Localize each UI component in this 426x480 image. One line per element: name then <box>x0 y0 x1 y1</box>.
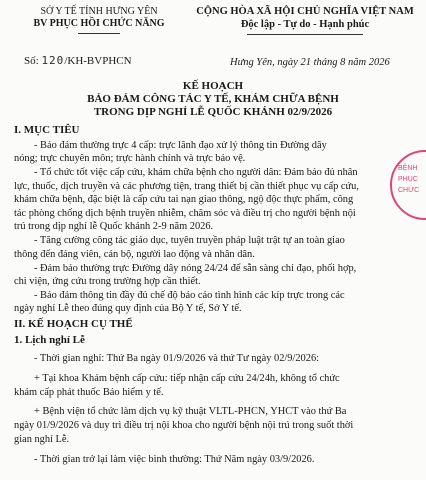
doc-title-line2: BẢO ĐẢM CÔNG TÁC Y TẾ, KHÁM CHỮA BỆNH <box>87 93 339 105</box>
doc-title-line3: TRONG DỊP NGHỈ LỄ QUỐC KHÁNH 02/9/2026 <box>93 106 333 118</box>
s1-line: trú trong dịp nghỉ lễ Quốc khánh 2-9 năm 2026. <box>14 221 214 232</box>
org-parent: SỞ Y TẾ TỈNH HƯNG YÊN <box>40 6 158 17</box>
seal-text: PHỤC <box>398 176 418 183</box>
s1-line: - Bảo đảm thông tin đầy đủ chế độ báo cáo tình hình các kíp trực trong các <box>34 290 345 301</box>
s1-line: lực, thuốc, dịch truyền và các phương tiện, trang thiết bị cần thiết phục vụ cấp cứu, <box>14 181 359 192</box>
s1-line: thông đến đảng viên, cán bộ, người lao động và nhân dân. <box>14 249 255 260</box>
org-underline <box>78 33 120 34</box>
section2-heading: II. KẾ HOẠCH CỤ THỂ <box>14 318 133 330</box>
s1-line: nóng; trực chuyên môn; trực hành chính và trực bảo vệ. <box>14 153 246 164</box>
s2-line: - Thời gian trở lại làm việc bình thường: Thứ Năm ngày 03/9/2026. <box>34 454 315 465</box>
s1-line: - Tăng cường công tác giáo dục, tuyên truyền pháp luật trật tự an toàn giao <box>34 235 345 246</box>
s1-line: khám chữa bệnh, đặc biệt là cấp cứu tai nạn giao thông, ngộ độc thực phẩm, công <box>14 194 354 205</box>
s2-line: + Bệnh viện tổ chức làm dịch vụ kỹ thuật VLTL-PHCN, YHCT vào thứ Ba <box>34 406 347 417</box>
s1-line: chi viện, ứng cứu trong trường hợp cần thiết. <box>14 276 201 287</box>
s2-line: + Tại khoa Khám bệnh cấp cứu: tiếp nhận cấp cứu 24/24h, không tổ chức <box>34 373 340 384</box>
s1-line: - Bảo đảm thường trực 4 cấp: trực lãnh đạo xử lý thông tin Đường dây <box>34 140 327 151</box>
date-line: Hưng Yên, ngày 21 tháng 8 năm 2026 <box>230 57 390 68</box>
nation-title: CỘNG HÒA XÃ HỘI CHỦ NGHĨA VIỆT NAM <box>196 6 414 17</box>
s1-line: - Tổ chức tốt việc cấp cứu, khám chữa bệnh cho người dân: Đảm bảo đủ nhân <box>34 167 358 178</box>
doc-no-suffix: /KH-BVPHCN <box>64 55 132 67</box>
document-number <box>24 54 132 67</box>
doc-title-line1: KẾ HOẠCH <box>182 80 244 92</box>
s2-line: khám cấp phát thuốc Bảo hiểm y tế. <box>14 387 164 398</box>
official-seal <box>390 150 426 220</box>
s1-line: tác phòng chống dịch bệnh truyền nhiễm, chăm sóc và điều trị cho người bệnh nội <box>14 208 356 219</box>
section2-sub1: 1. Lịch nghỉ Lễ <box>14 334 85 346</box>
s1-line: - Đảm bảo thường trực Đường dây nóng 24/24 để sẵn sàng chỉ đạo, phối hợp, <box>34 263 357 274</box>
org-unit: BV PHỤC HỒI CHỨC NĂNG <box>33 18 165 29</box>
doc-no-prefix: Số: <box>24 55 39 67</box>
s1-line: ngày nghỉ Lễ theo đúng quy định của Bộ Y tế, Sở Y tế. <box>14 303 242 314</box>
motto: Độc lập - Tự do - Hạnh phúc <box>240 19 370 30</box>
s2-line: gian nghỉ Lễ. <box>14 434 70 445</box>
s2-line: - Thời gian nghỉ: Thứ Ba ngày 01/9/2026 và thứ Tư ngày 02/9/2026: <box>34 353 320 364</box>
s2-line: ngày 01/9/2026 và duy trì điều trị nội khoa cho người bệnh nội trú trong suốt thời <box>14 420 354 431</box>
motto-underline <box>247 34 363 35</box>
seal-text: BỆNH <box>398 165 418 172</box>
section1-heading: I. MỤC TIÊU <box>14 124 80 136</box>
doc-no-handwritten: 120 <box>41 54 65 67</box>
seal-text: CHỨC <box>398 187 420 194</box>
